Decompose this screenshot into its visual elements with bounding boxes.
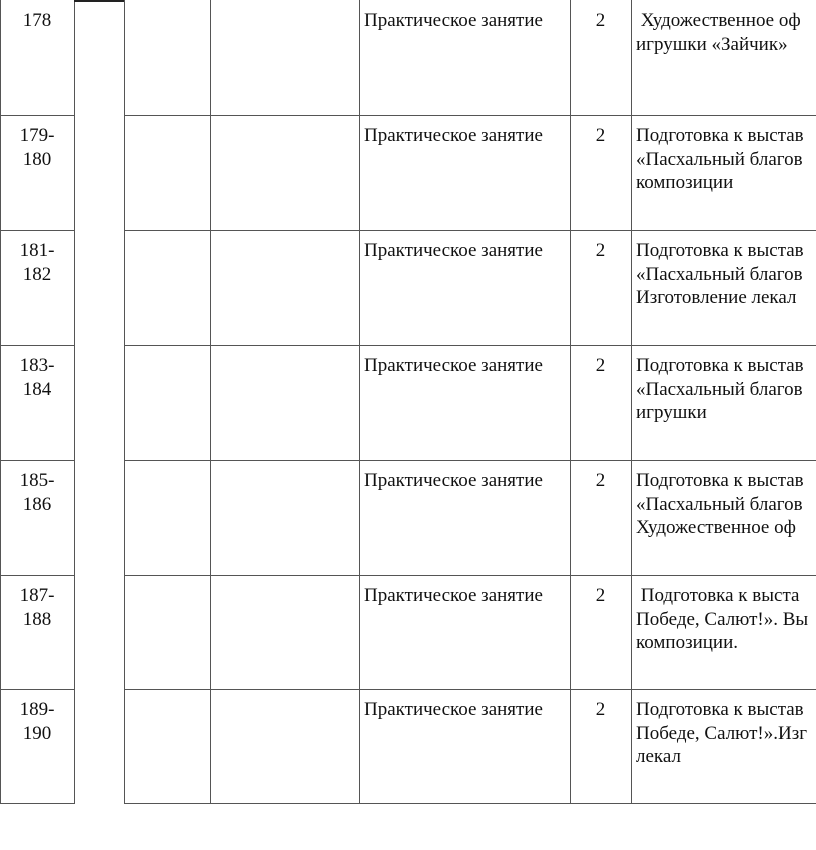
lesson-type: Практическое занятие (364, 240, 543, 261)
row-divider (124, 689, 816, 690)
lesson-number: 185- 186 (19, 470, 55, 515)
lesson-type: Практическое занятие (364, 470, 543, 491)
lesson-topic (636, 698, 807, 769)
lesson-topic-line: Подготовка к выста (636, 585, 800, 606)
lesson-number: 179- 180 (19, 125, 55, 170)
lesson-topic-line: Подготовка к выстав (636, 125, 804, 146)
lesson-number: 183- 184 (19, 355, 55, 400)
lesson-topic-line: Подготовка к выстав (636, 240, 804, 261)
lesson-topic-line: «Пасхальный благов (636, 263, 803, 285)
lesson-topic-line: Подготовка к выстав (636, 699, 804, 720)
row-divider (0, 803, 75, 804)
lesson-topic-line: Художественное оф (636, 10, 801, 31)
lesson-hours: 2 (595, 699, 606, 720)
lesson-type: Практическое занятие (364, 125, 543, 146)
column-divider (74, 0, 75, 803)
row-divider (124, 345, 816, 346)
row-divider (124, 460, 816, 461)
lesson-type: Практическое занятие (364, 355, 543, 376)
lesson-topic-line: Изготовление лекал (636, 287, 797, 308)
column-divider (210, 0, 211, 803)
lesson-topic-line: композиции (636, 172, 734, 193)
column-divider (359, 0, 360, 803)
lesson-topic (636, 9, 801, 56)
lesson-topic-line: «Пасхальный благов (636, 148, 803, 170)
lesson-hours: 2 (595, 10, 606, 31)
lesson-hours: 2 (595, 240, 606, 261)
lesson-hours: 2 (595, 125, 606, 146)
lesson-topic-line: Художественное оф (636, 517, 796, 538)
lesson-number: 189- 190 (19, 699, 55, 744)
row-divider (0, 115, 75, 116)
row-divider (0, 689, 75, 690)
lesson-topic-line: Подготовка к выстав (636, 470, 804, 491)
column-divider (631, 0, 632, 803)
row-divider (124, 803, 816, 804)
lesson-topic-line: Победе, Салют!».Изг (636, 722, 808, 744)
lesson-hours: 2 (595, 585, 606, 606)
merged-cell-top (74, 0, 124, 2)
lesson-topic-line: «Пасхальный благов (636, 493, 803, 515)
row-divider (0, 575, 75, 576)
table-border-left (0, 0, 1, 803)
column-divider (124, 0, 125, 803)
lesson-hours: 2 (595, 470, 606, 491)
row-divider (0, 345, 75, 346)
column-divider (570, 0, 571, 803)
lesson-topic (636, 469, 804, 540)
row-divider (124, 115, 816, 116)
lesson-number: 181- 182 (19, 240, 55, 285)
row-divider (0, 230, 75, 231)
lesson-number: 178 (22, 10, 52, 31)
lesson-topic-line: игрушки (636, 402, 707, 423)
lesson-type: Практическое занятие (364, 10, 543, 31)
lesson-topic (636, 354, 804, 425)
lesson-topic-line: Подготовка к выстав (636, 355, 804, 376)
lesson-type: Практическое занятие (364, 699, 543, 720)
lesson-topic-line: лекал (636, 746, 681, 767)
lesson-topic (636, 124, 804, 195)
lesson-topic-line: Победе, Салют!». Вы (636, 608, 809, 630)
lesson-topic-line: игрушки «Зайчик» (636, 33, 788, 55)
lesson-topic-line: композиции. (636, 632, 739, 653)
lesson-topic (636, 239, 804, 310)
row-divider (124, 230, 816, 231)
lesson-topic (636, 584, 808, 655)
lesson-topic-line: «Пасхальный благов (636, 378, 803, 400)
lesson-hours: 2 (595, 355, 606, 376)
row-divider (124, 575, 816, 576)
row-divider (0, 460, 75, 461)
lesson-number: 187- 188 (19, 585, 55, 630)
lesson-type: Практическое занятие (364, 585, 543, 606)
